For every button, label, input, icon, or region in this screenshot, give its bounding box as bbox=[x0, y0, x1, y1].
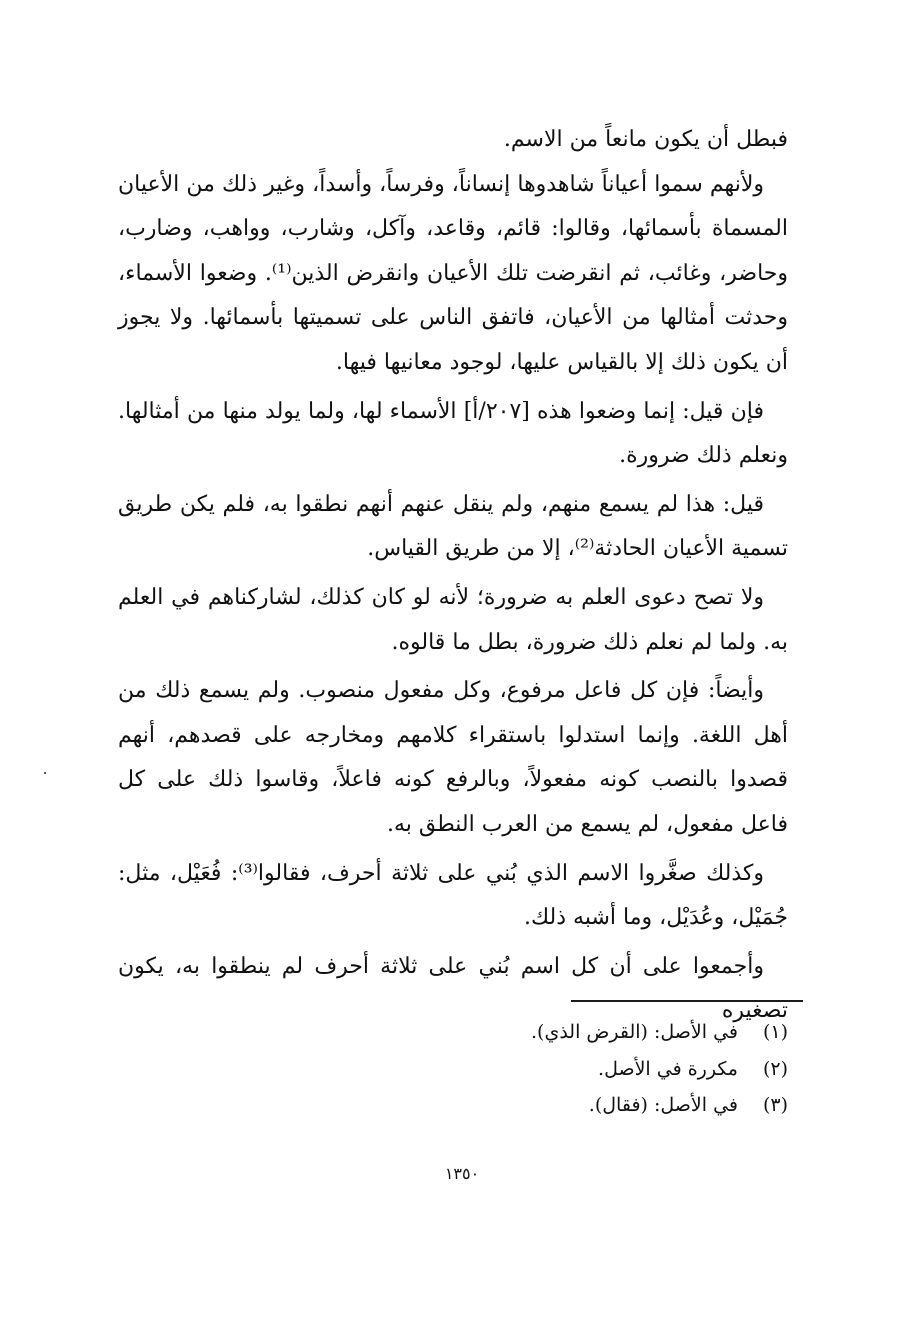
footnote bbox=[400, 1087, 788, 1124]
paragraph: وأجمعوا على أن كل اسم بُني على ثلاثة أحرف لم ينطقوا به، يكون تصغيره bbox=[118, 953, 788, 1024]
footnote-number: (٢) bbox=[762, 1057, 788, 1080]
footnote-number: (٣) bbox=[762, 1094, 788, 1116]
footnote-number: (١) bbox=[762, 1021, 788, 1043]
paragraph: وكذلك صغَّروا الاسم الذي بُني على ثلاثة أحرف، فقالوا⁽³⁾: فُعَيْل، مثل: جُمَيْل، وعُدَيْل، وما أشبه ذلك. bbox=[118, 860, 788, 931]
footnotes bbox=[400, 1014, 788, 1124]
paragraph: فإن قيل: إنما وضعوا هذه [٢٠٧/أ] الأسماء لها، ولما يولد منها من أمثالها. ونعلم ذلك ضرورة. bbox=[118, 398, 788, 469]
paragraph: ولأنهم سموا أعياناً شاهدوها إنساناً، وفرساً، وأسداً، وغير ذلك من الأعيان المسماة بأسمائها، وقالوا: قائم، وقاعد، وآكل، وشارب، وواهب، وضارب، وحاضر، وغائب، ثم انقرضت تلك الأعيان وانقرض الذين⁽¹⁾. وضعوا الأسماء، وحدثت أمثالها من الأعيان، فاتفق الناس على تسميتها بأسمائها. ولا يجوز أن يكون ذلك إلا بالقياس عليها، لوجود معانيها فيها. bbox=[118, 171, 788, 375]
footnote-text: مكررة في الأصل. bbox=[598, 1057, 738, 1080]
main-text bbox=[118, 118, 788, 1034]
paragraph: قيل: هذا لم يسمع منهم، ولم ينقل عنهم أنهم نطقوا به، فلم يكن طريق تسمية الأعيان الحادثة⁽²⁾، إلا من طريق القياس. bbox=[118, 491, 788, 562]
footnote bbox=[400, 1014, 788, 1051]
footnote-separator bbox=[571, 1000, 803, 1002]
scan-speck bbox=[44, 772, 46, 774]
footnote bbox=[400, 1051, 788, 1088]
paragraph: ولا تصح دعوى العلم به ضرورة؛ لأنه لو كان كذلك، لشاركناهم في العلم به. ولما لم نعلم ذلك ضرورة، بطل ما قالوه. bbox=[118, 584, 788, 655]
footnote-text: في الأصل: (القرض الذي). bbox=[531, 1021, 738, 1043]
footnote-text: في الأصل: (فقال). bbox=[588, 1094, 738, 1116]
paragraph: فبطل أن يكون مانعاً من الاسم. bbox=[503, 127, 788, 152]
page-number: ١٣٥٠ bbox=[444, 1164, 480, 1183]
paragraph: وأيضاً: فإن كل فاعل مرفوع، وكل مفعول منصوب. ولم يسمع ذلك من أهل اللغة. وإنما استدلوا باستقراء كلامهم ومخارجه على قصدهم، أنهم قصدوا بالنصب كونه مفعولاً، وبالرفع كونه فاعلاً، وقاسوا ذلك على كل فاعل مفعول، لم يسمع من العرب النطق به. bbox=[118, 678, 788, 837]
